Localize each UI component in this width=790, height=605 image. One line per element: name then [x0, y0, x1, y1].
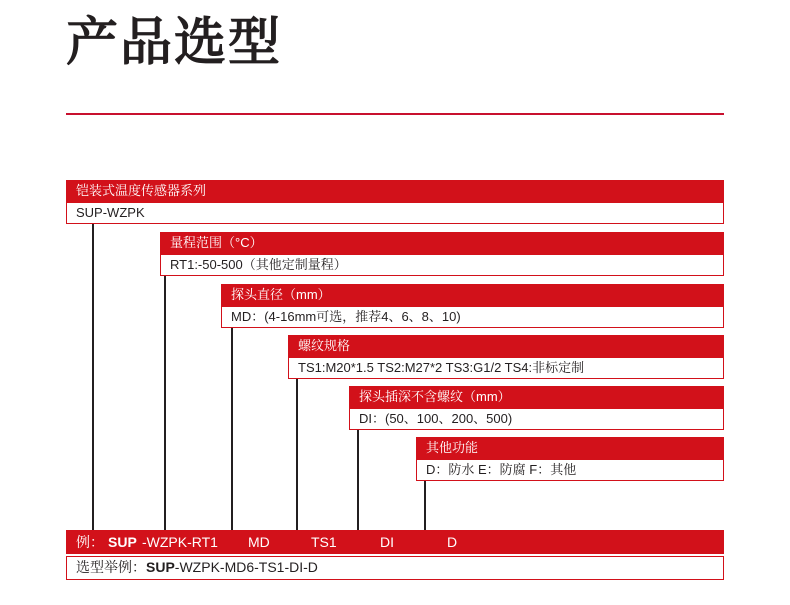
- example-label: 例：: [76, 534, 104, 550]
- row-value-depth-label: DI：(50、100、200、500): [359, 411, 513, 426]
- row-value-series-label: SUP-WZPK: [76, 205, 145, 220]
- row-value-range: [160, 254, 724, 276]
- example-part-6: D: [447, 534, 458, 550]
- example-part-1: SUP: [108, 534, 137, 550]
- row-header-range: [160, 232, 724, 254]
- row-value-depth: [349, 408, 724, 430]
- row-value-diameter: [221, 306, 724, 328]
- row-header-range-label: 量程范围（°C）: [170, 235, 263, 250]
- example-part-2: -WZPK-RT1: [142, 534, 218, 550]
- example-part-4: TS1: [311, 534, 337, 550]
- row-value-range-label: RT1:-50-500（其他定制量程）: [170, 257, 347, 272]
- connector-line-2: [164, 274, 166, 530]
- row-header-thread-label: 螺纹规格: [298, 338, 351, 353]
- row-value-series: [66, 202, 724, 224]
- row-value-thread: [288, 357, 724, 379]
- row-header-diameter: [221, 284, 724, 306]
- row-header-series: [66, 180, 724, 202]
- example-summary-code-bold: SUP: [146, 559, 175, 575]
- row-value-thread-label: TS1:M20*1.5 TS2:M27*2 TS3:G1/2 TS4:非标定制: [298, 360, 585, 375]
- example-part-3: MD: [248, 534, 270, 550]
- example-row: [66, 530, 724, 554]
- connector-line-6: [424, 478, 426, 530]
- row-header-depth: [349, 386, 724, 408]
- connector-line-5: [357, 427, 359, 530]
- example-part-5: DI: [380, 534, 394, 550]
- example-summary-code-rest: -WZPK-MD6-TS1-DI-D: [174, 559, 318, 575]
- connector-line-1: [92, 224, 94, 530]
- connector-line-3: [231, 326, 233, 530]
- row-header-series-label: 铠装式温度传感器系列: [76, 183, 207, 198]
- row-header-thread: [288, 335, 724, 357]
- example-summary-row: [66, 556, 724, 580]
- title-divider: [66, 113, 724, 115]
- row-value-diameter-label: MD：(4-16mm可选，推荐4、6、8、10): [231, 309, 461, 324]
- row-header-function-label: 其他功能: [426, 440, 479, 455]
- row-header-diameter-label: 探头直径（mm）: [231, 287, 331, 302]
- connector-line-4: [296, 376, 298, 530]
- row-header-depth-label: 探头插深不含螺纹（mm）: [359, 389, 511, 404]
- page-title: 产品选型: [66, 14, 283, 72]
- selection-diagram: [66, 180, 724, 582]
- row-value-function: [416, 459, 724, 481]
- row-header-function: [416, 437, 724, 459]
- example-summary-label: 选型举例：: [76, 559, 146, 575]
- row-value-function-label: D：防水 E：防腐 F：其他: [426, 462, 577, 477]
